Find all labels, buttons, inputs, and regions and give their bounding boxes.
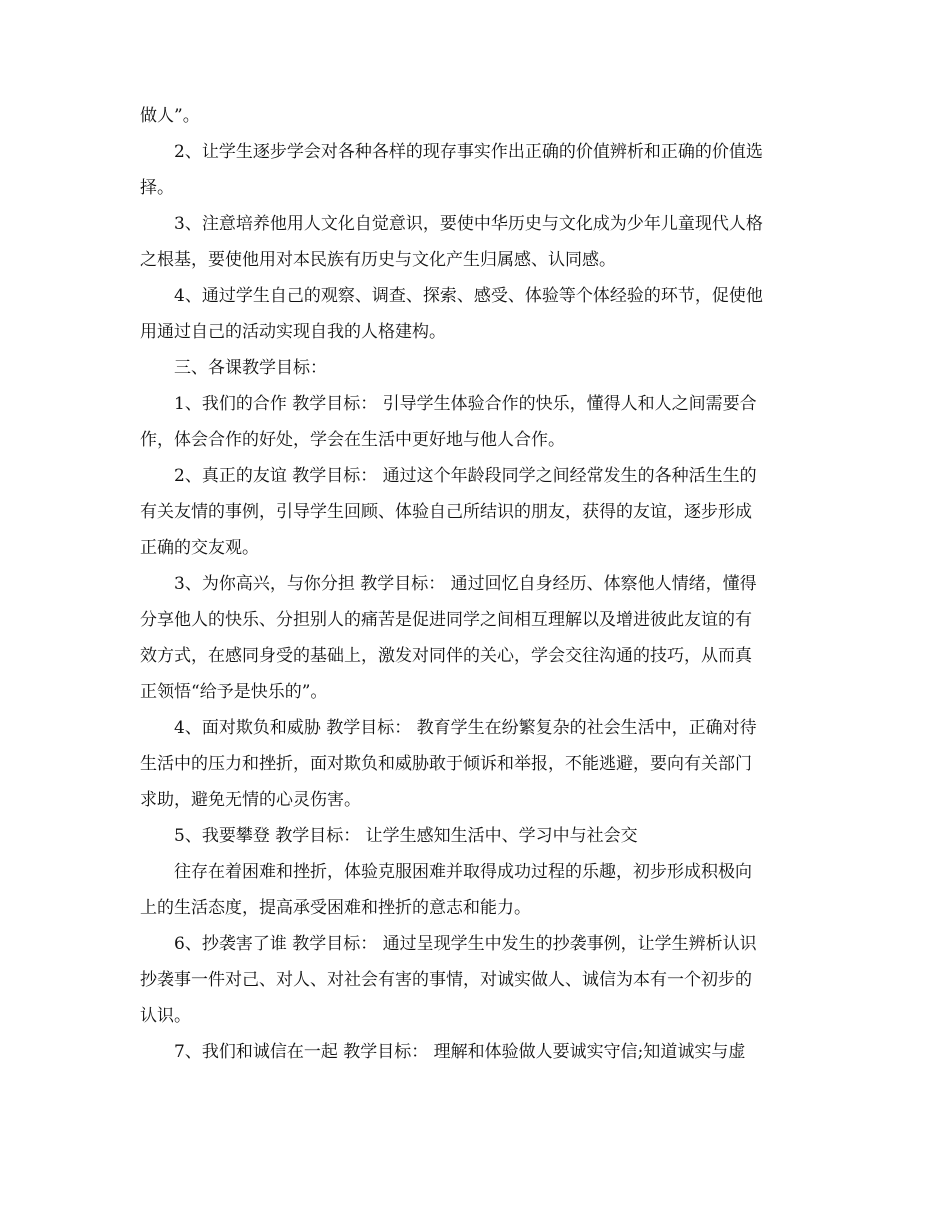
text-line: 4、通过学生自己的观察、调查、探索、感受、体验等个体经验的环节，促使他 xyxy=(174,286,763,306)
document-body xyxy=(140,98,830,1070)
text-line: 分享他人的快乐、分担别人的痛苦是促进同学之间相互理解以及增进彼此友谊的有 xyxy=(140,610,752,630)
text-line: 6、抄袭害了谁 教学目标： 通过呈现学生中发生的抄袭事例，让学生辨析认识 xyxy=(174,934,757,954)
text-line: 抄袭事一件对己、对人、对社会有害的事情，对诚实做人、诚信为本有一个初步的 xyxy=(140,970,752,990)
text-line: 正领悟“给予是快乐的”。 xyxy=(140,682,328,702)
text-line: 3、注意培养他用人文化自觉意识，要使中华历史与文化成为少年儿童现代人格 xyxy=(174,214,763,234)
text-line: 认识。 xyxy=(140,1006,191,1026)
text-line: 2、真正的友谊 教学目标： 通过这个年龄段同学之间经常发生的各种活生生的 xyxy=(174,466,757,486)
text-line: 之根基，要使他用对本民族有历史与文化产生归属感、认同感。 xyxy=(140,250,616,270)
text-line: 正确的交友观。 xyxy=(140,538,259,558)
text-line: 2、让学生逐步学会对各种各样的现存事实作出正确的价值辨析和正确的价值选 xyxy=(174,142,763,162)
text-line: 上的生活态度，提高承受困难和挫折的意志和能力。 xyxy=(140,898,531,918)
text-line: 有关友情的事例，引导学生回顾、体验自己所结识的朋友，获得的友谊，逐步形成 xyxy=(140,502,752,522)
text-line: 5、我要攀登 教学目标： 让学生感知生活中、学习中与社会交 xyxy=(174,826,638,846)
text-line: 4、面对欺负和威胁 教学目标： 教育学生在纷繁复杂的社会生活中，正确对待 xyxy=(174,718,757,738)
text-line: 用通过自己的活动实现自我的人格建构。 xyxy=(140,322,446,342)
text-line: 3、为你高兴，与你分担 教学目标： 通过回忆自身经历、体察他人情绪，懂得 xyxy=(174,574,757,594)
text-line: 择。 xyxy=(140,178,174,198)
text-line: 作，体会合作的好处，学会在生活中更好地与他人合作。 xyxy=(140,430,565,450)
text-line: 1、我们的合作 教学目标： 引导学生体验合作的快乐，懂得人和人之间需要合 xyxy=(174,394,757,414)
text-line: 生活中的压力和挫折，面对欺负和威胁敢于倾诉和举报，不能逃避，要向有关部门 xyxy=(140,754,752,774)
text-line: 效方式，在感同身受的基础上，激发对同伴的关心，学会交往沟通的技巧，从而真 xyxy=(140,646,752,666)
section-heading: 三、各课教学目标： xyxy=(174,358,327,378)
text-line: 求助，避免无情的心灵伤害。 xyxy=(140,790,361,810)
text-line: 往存在着困难和挫折，体验克服困难并取得成功过程的乐趣，初步形成积极向 xyxy=(174,862,752,882)
text-line: 做人”。 xyxy=(140,106,200,126)
text-line: 7、我们和诚信在一起 教学目标： 理解和体验做人要诚实守信;知道诚实与虚 xyxy=(174,1042,746,1062)
